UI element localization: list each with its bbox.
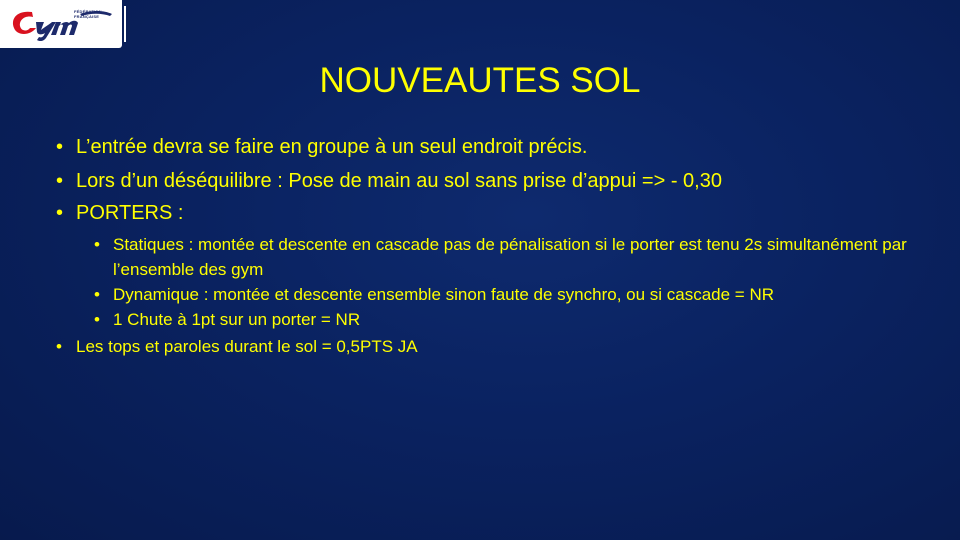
logo-caption-line-1: FÉDÉRATION bbox=[74, 9, 102, 14]
list-item bbox=[56, 164, 936, 198]
sub-list-item bbox=[56, 307, 936, 332]
list-item-text: Lors d’un déséquilibre : Pose de main au sol sans prise d’appui => - 0,30 bbox=[76, 170, 722, 192]
federation-logo bbox=[0, 0, 122, 48]
list-item bbox=[56, 198, 936, 228]
bullet-icon: • bbox=[94, 235, 100, 254]
logo-caption-line-2: FRANÇAISE bbox=[74, 14, 100, 19]
gym-logo-icon bbox=[0, 0, 122, 48]
bullet-icon: • bbox=[56, 337, 62, 356]
sub-list-item-text: Dynamique : montée et descente ensemble sinon faute de synchro, ou si cascade = NR bbox=[113, 285, 775, 304]
bullet-icon: • bbox=[56, 202, 64, 224]
list-item bbox=[56, 130, 936, 164]
logo-divider bbox=[124, 6, 126, 42]
slide-title-text: NOUVEAUTES SOL bbox=[319, 61, 641, 100]
sub-list-item-text: Statiques : montée et descente en cascade pas de pénalisation si le porter est tenu 2s simultanément par l’ensemble des gym bbox=[113, 235, 907, 279]
bullet-icon: • bbox=[94, 310, 100, 329]
sub-list-item bbox=[56, 232, 936, 282]
bullet-icon: • bbox=[56, 170, 64, 192]
list-item bbox=[56, 332, 936, 362]
sub-list-item bbox=[56, 282, 936, 307]
slide-title bbox=[0, 58, 960, 104]
sub-list-item-text: 1 Chute à 1pt sur un porter = NR bbox=[113, 310, 361, 329]
bullet-icon: • bbox=[56, 136, 64, 158]
list-item-text: PORTERS : bbox=[76, 202, 184, 224]
bullet-icon: • bbox=[94, 285, 100, 304]
list-item-text: L’entrée devra se faire en groupe à un seul endroit précis. bbox=[76, 136, 588, 158]
bullet-list bbox=[56, 130, 936, 362]
list-item-text: Les tops et paroles durant le sol = 0,5PTS JA bbox=[76, 337, 418, 356]
logo-caption bbox=[74, 9, 102, 19]
